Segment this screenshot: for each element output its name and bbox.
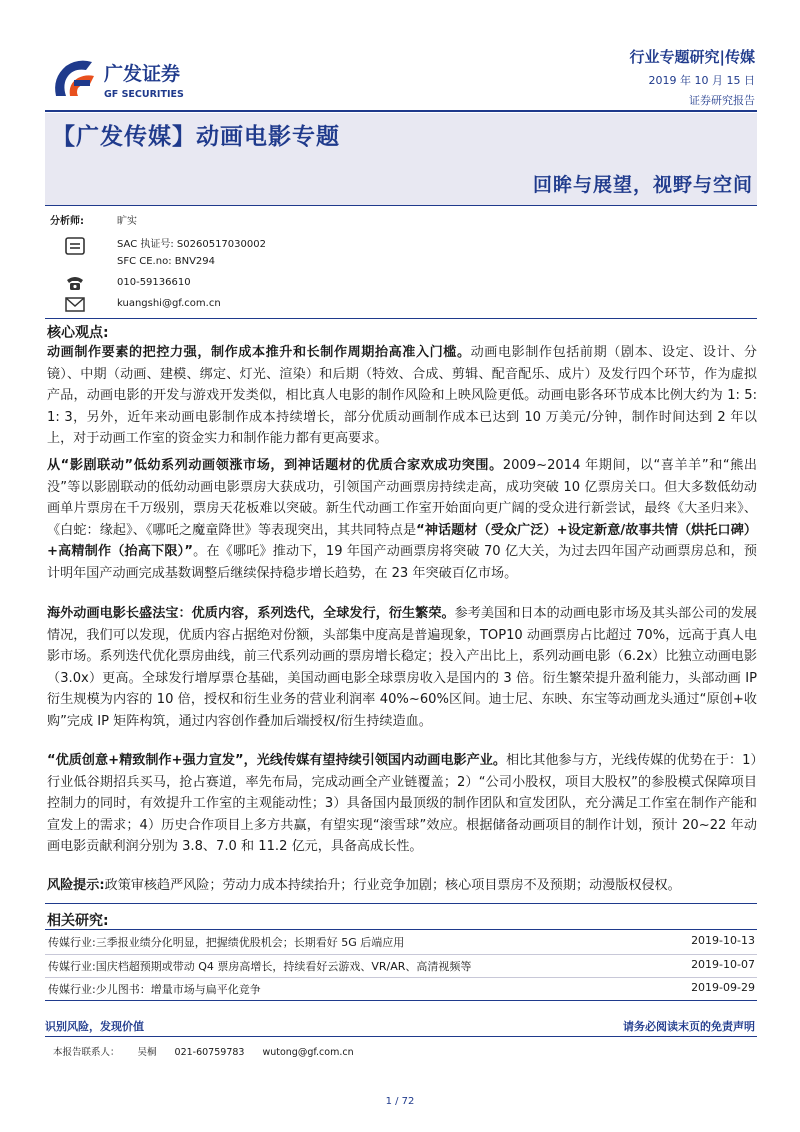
contact-line: 本报告联系人： 吴桐 021-60759783 wutong@gf.com.cn bbox=[53, 1047, 354, 1058]
core-paragraph-3: 海外动画电影长盛法宝：优质内容，系列迭代，全球发行，衍生繁荣。参考美国和日本的动画电影市场及其头部公司的发展情况，我们可以发现，优质内容占据绝对份额，头部集中度高是普遍现象，TOP10 动画票房占比超过 70%，远高于真人电影市场。系列迭代优化票房曲线，前三代系列动画的票房增长稳定；投入产出比上，系列动画电影（6.2x）比独立动画电影（3.0x）更高。全球发行增厚票仓基础，美国动画电影全球票房收入是国内的 3 倍。衍生繁荣提升盈利能力，头部动画 IP 衍生规模为内容的 10 倍，授权和衍生业务的营业利润率 40%~60%区间。迪士尼、东映、东宝等动画龙头通过“原创+收购”完成 IP 矩阵构筑，通过内容创作叠加后端授权/衍生持续造血。 bbox=[47, 606, 757, 729]
footer-rule bbox=[45, 1036, 757, 1037]
footer-slogan: 识别风险，发现价值 bbox=[45, 1020, 144, 1033]
analyst-sac: SAC 执证号: S0260517030002 bbox=[117, 239, 266, 250]
id-card-icon bbox=[64, 236, 86, 256]
footer-disclaimer[interactable]: 请务必阅读末页的免责声明 bbox=[623, 1020, 755, 1033]
report-subtitle: 回眸与展望，视野与空间 bbox=[532, 174, 753, 196]
related-item[interactable]: 传媒行业:国庆档超预期或带动 Q4 票房高增长，持续看好云游戏、VR/AR、高清视频等 2019-10-07 bbox=[48, 958, 755, 973]
report-title: 【广发传媒】动画电影专题 bbox=[52, 124, 340, 150]
svg-text:GF SECURITIES: GF SECURITIES bbox=[104, 89, 184, 100]
risk-notice: 风险提示:政策审核趋严风险；劳动力成本持续抬升；行业竞争加剧；核心项目票房不及预期；动漫版权侵权。 bbox=[47, 878, 681, 893]
related-item[interactable]: 传媒行业:三季报业绩分化明显，把握绩优股机会；长期看好 5G 后端应用 2019-10-13 bbox=[48, 934, 755, 949]
logo-mark-icon bbox=[55, 61, 94, 96]
analyst-label: 分析师: bbox=[50, 216, 84, 227]
gf-securities-logo bbox=[48, 56, 228, 106]
svg-text:广发证券: 广发证券 bbox=[104, 63, 181, 85]
analyst-name: 旷实 bbox=[117, 216, 137, 227]
core-paragraph-1: 动画制作要素的把控力强，制作成本推升和长制作周期抬高准入门槛。动画电影制作包括前期（剧本、设定、设计、分镜）、中期（动画、建模、绑定、灯光、渲染）和后期（特效、合成、剪辑、配音配乐、成片）及发行四个环节，作为虚拟产品，动画电影的开发与游戏开发类似，相比真人电影的制作风险和上映风险更低。动画电影各环节成本比例大约为 1: 5: 1: 3，另外，近年来动画电影制作成本持续增长，部分优质动画制作成本已达到 10 万美元/分钟，制作时间达到 2 年以上，对于动画工作室的资金实力和制作能力都有更高要求。 bbox=[47, 345, 757, 447]
core-paragraph-2: 从“影剧联动”低幼系列动画领涨市场，到神话题材的优质合家欢成功突围。2009~2014 年期间，以“喜羊羊”和“熊出没”等以影剧联动的低幼动画电影票房大获成功，引领国产动画票房持续走高，成功突破 10 亿票房关口。但大多数低幼动画单片票房在千万级别，票房天花板难以突破。新生代动画工作室开始面向更广阔的受众进行新尝试，最终《大圣归来》、《白蛇：缘起》、《哪吒之魔童降世》等表现突出，其共同特点是“神话题材（受众广泛）+设定新意/故事共情（烘托口碑）+高精制作（抬高下限）”。在《哪吒》推动下，19 年国产动画票房将突破 70 亿大关，为过去四年国产动画票房总和，预计明年国产动画完成基数调整后继续保持稳步增长趋势，在 23 年突破百亿市场。 bbox=[47, 458, 758, 581]
report-type: 证券研究报告 bbox=[689, 94, 755, 107]
related-divider bbox=[45, 977, 757, 978]
core-paragraph-4: “优质创意+精致制作+强力宣发”，光线传媒有望持续引领国内动画电影产业。相比其他参与方，光线传媒的优势在于：1）行业低谷期招兵买马，抢占赛道，率先布局，完成动画全产业链覆盖；2）“公司小股权，项目大股权”的参股模式保障项目控制力的同时，有效提升工作室的主观能动性；3）具备国内最顶级的制作团队和宣发团队，充分满足工作室在制作产能和宣发上的需求；4）历史合作项目上多方共赢，有望实现“滚雪球”效应。根据储备动画项目的制作计划，预计 20~22 年动画电影贡献利润分别为 3.8、7.0 和 11.2 亿元，具备高成长性。 bbox=[47, 753, 758, 855]
analyst-email[interactable]: kuangshi@gf.com.cn bbox=[117, 298, 221, 309]
analyst-sfc: SFC CE.no: BNV294 bbox=[117, 256, 216, 267]
related-divider bbox=[45, 954, 757, 955]
related-rule bbox=[45, 903, 757, 904]
related-bottom-rule bbox=[45, 1000, 757, 1001]
report-date: 2019 年 10 月 15 日 bbox=[648, 74, 755, 87]
report-category: 行业专题研究|传媒 bbox=[629, 48, 755, 66]
title-rule bbox=[45, 205, 757, 206]
core-rule bbox=[45, 318, 757, 319]
phone-icon bbox=[64, 273, 86, 293]
related-header-rule bbox=[45, 929, 757, 930]
email-icon bbox=[64, 294, 86, 314]
related-title: 相关研究: bbox=[47, 913, 109, 929]
core-title: 核心观点: bbox=[47, 325, 109, 341]
page-number: 1 / 72 bbox=[385, 1096, 415, 1107]
related-item[interactable]: 传媒行业:少儿图书：增量市场与扁平化竞争 2019-09-29 bbox=[48, 981, 755, 996]
header-rule bbox=[45, 110, 757, 112]
analyst-phone: 010-59136610 bbox=[117, 277, 191, 288]
